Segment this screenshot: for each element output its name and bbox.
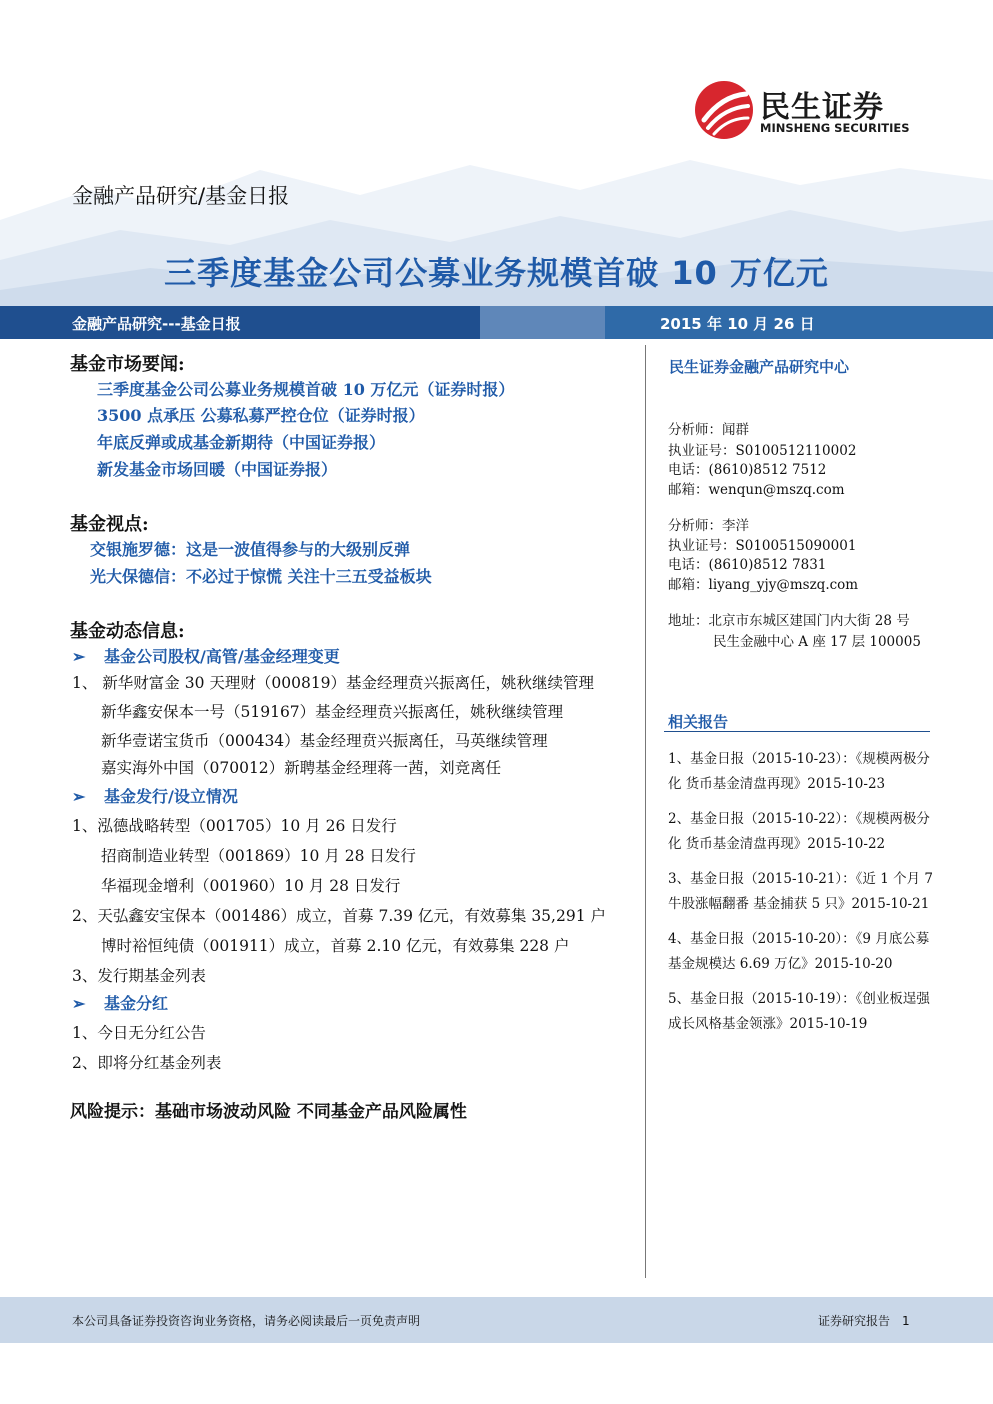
- arrow-bullet-icon: ➢: [72, 994, 86, 1013]
- dynamics-line: 1、泓德战略转型（001705）10 月 26 日发行: [72, 817, 397, 835]
- analyst-phone: 电话：(8610)8512 7512: [668, 462, 827, 478]
- address-line: 民生金融中心 A 座 17 层 100005: [713, 634, 921, 650]
- analyst-name: 分析师：李洋: [668, 518, 749, 534]
- news-item: 年底反弹或成基金新期待（中国证券报）: [97, 433, 386, 452]
- page-number: 1: [902, 1314, 910, 1328]
- band-report-type: 金融产品研究---基金日报: [72, 315, 241, 333]
- brand-name-en: MINSHENG SECURITIES: [760, 121, 910, 135]
- dynamics-line: 新华鑫安保本一号（519167）基金经理贲兴振离任，姚秋继续管理: [101, 703, 564, 721]
- analyst-license: 执业证号：S0100512110002: [668, 443, 857, 459]
- subsection-heading: [72, 991, 168, 1014]
- market-news-title: 基金市场要闻:: [70, 354, 185, 375]
- related-report-link[interactable]: 化 货币基金清盘再现》2015-10-22: [668, 836, 886, 852]
- risk-notice: 风险提示：基础市场波动风险 不同基金产品风险属性: [70, 1102, 467, 1122]
- subsection-heading-text: 基金公司股权/高管/基金经理变更: [104, 647, 340, 666]
- header-band: [0, 306, 993, 339]
- dynamics-line: 2、天弘鑫安宝保本（001486）成立，首募 7.39 亿元，有效募集 35,291 户: [72, 907, 606, 925]
- subsection-heading-text: 基金发行/设立情况: [104, 787, 238, 806]
- report-title: 三季度基金公司公募业务规模首破 10 万亿元: [164, 254, 829, 292]
- related-report-link[interactable]: 1、基金日报（2015-10-23）：《规模两极分: [668, 751, 930, 767]
- related-report-link[interactable]: 2、基金日报（2015-10-22）：《规模两极分: [668, 811, 930, 827]
- fund-views-title: 基金视点:: [70, 514, 149, 535]
- dynamics-line: 新华壹诺宝货币（000434）基金经理贲兴振离任，马英继续管理: [101, 732, 548, 750]
- analyst-email: 邮箱：liyang_yjy@mszq.com: [668, 577, 859, 593]
- column-divider: [645, 345, 646, 1278]
- brand-name-cn: 民生证券: [760, 90, 884, 125]
- related-reports-title: 相关报告: [668, 713, 729, 731]
- analyst-name: 分析师：闻群: [668, 422, 749, 438]
- band-report-date: 2015 年 10 月 26 日: [660, 315, 815, 333]
- minsheng-logo-icon: [694, 80, 754, 140]
- footer-label: 证券研究报告: [818, 1314, 891, 1328]
- related-report-link[interactable]: 化 货币基金清盘再现》2015-10-23: [668, 776, 886, 792]
- analyst-email: 邮箱：wenqun@mszq.com: [668, 482, 845, 498]
- related-report-link[interactable]: 基金规模达 6.69 万亿》2015-10-20: [668, 956, 893, 972]
- brand-logo: [694, 80, 924, 142]
- related-report-link[interactable]: 成长风格基金领涨》2015-10-19: [668, 1016, 868, 1032]
- news-item: 三季度基金公司公募业务规模首破 10 万亿元（证券时报）: [97, 380, 515, 399]
- related-report-link[interactable]: 3、基金日报（2015-10-21）：《近 1 个月 7: [668, 871, 933, 887]
- dynamics-line: 嘉实海外中国（070012）新聘基金经理蒋一茜，刘竞离任: [101, 759, 502, 777]
- research-center-name: 民生证券金融产品研究中心: [669, 358, 850, 376]
- related-report-link[interactable]: 4、基金日报（2015-10-20）：《9 月底公募: [668, 931, 930, 947]
- report-category: 金融产品研究/基金日报: [72, 184, 290, 208]
- related-report-link[interactable]: 5、基金日报（2015-10-19）：《创业板逞强: [668, 991, 930, 1007]
- dynamics-line: 华福现金增利（001960）10 月 28 日发行: [101, 877, 401, 895]
- arrow-bullet-icon: ➢: [72, 647, 86, 666]
- dynamics-line: 博时裕恒纯债（001911）成立，首募 2.10 亿元，有效募集 228 户: [101, 937, 570, 955]
- view-item: 交银施罗德：这是一波值得参与的大级别反弹: [90, 540, 411, 559]
- related-report-link[interactable]: 牛股涨幅翻番 基金捕获 5 只》2015-10-21: [668, 896, 930, 912]
- address-line: 地址：北京市东城区建国门内大街 28 号: [668, 613, 910, 629]
- news-item: 3500 点承压 公募私募严控仓位（证券时报）: [97, 406, 425, 425]
- arrow-bullet-icon: ➢: [72, 787, 86, 806]
- dynamics-line: 2、即将分红基金列表: [72, 1054, 222, 1072]
- analyst-license: 执业证号：S0100515090001: [668, 538, 857, 554]
- footer-disclaimer: 本公司具备证券投资咨询业务资格，请务必阅读最后一页免责声明: [72, 1314, 421, 1328]
- band-segment: [480, 306, 605, 339]
- page-footer: [0, 1297, 993, 1343]
- related-reports-rule: [664, 731, 930, 732]
- view-item: 光大保德信：不必过于惊慌 关注十三五受益板块: [90, 567, 432, 586]
- dynamics-line: 1、今日无分红公告: [72, 1024, 206, 1042]
- dynamics-line: 招商制造业转型（001869）10 月 28 日发行: [101, 847, 416, 865]
- subsection-heading: [72, 784, 238, 807]
- news-item: 新发基金市场回暖（中国证券报）: [97, 460, 338, 479]
- dynamics-line: 3、发行期基金列表: [72, 967, 206, 985]
- subsection-heading-text: 基金分红: [104, 994, 169, 1013]
- footer-page-info: [818, 1312, 910, 1329]
- analyst-phone: 电话：(8610)8512 7831: [668, 557, 827, 573]
- dynamics-line: 1、 新华财富金 30 天理财（000819）基金经理贲兴振离任，姚秋继续管理: [72, 674, 595, 692]
- subsection-heading: [72, 644, 340, 667]
- fund-dynamics-title: 基金动态信息:: [70, 621, 185, 642]
